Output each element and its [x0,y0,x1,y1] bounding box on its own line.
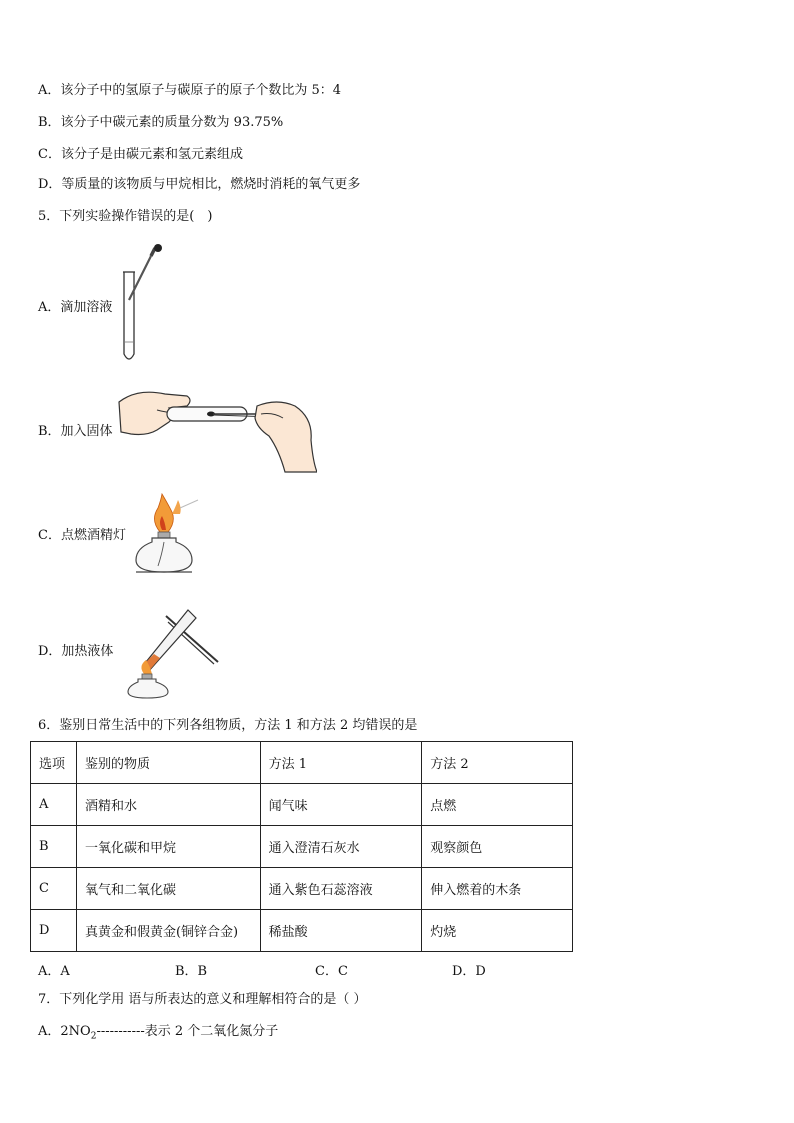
table-row [31,784,573,826]
q6-answer-c: C．C [315,964,348,979]
q5-option-d: D．加热液体 [38,644,114,659]
add-solid-figure [117,384,317,474]
table-cell: D [31,910,77,952]
table-cell: 真黄金和假黄金(铜锌合金) [76,910,260,952]
table-cell: A [31,784,77,826]
table-cell: 点燃 [422,784,573,826]
table-cell: 通入澄清石灰水 [260,826,422,868]
q7-option-a-subscript: 2 [90,1031,97,1042]
q5-stem: 5．下列实验操作错误的是( ) [38,209,213,224]
q5-option-c: C．点燃酒精灯 [38,528,126,543]
q6-answer-options [38,960,578,978]
q6-table [30,741,573,952]
table-header-row [31,742,573,784]
table-cell: B [31,826,77,868]
table-cell: 伸入燃着的木条 [422,868,573,910]
q6-stem: 6．鉴别日常生活中的下列各组物质，方法 1 和方法 2 均错误的是 [38,718,418,733]
q4-option-b: B．该分子中碳元素的质量分数为 93.75% [38,115,284,130]
header-cell: 选项 [31,742,77,784]
header-cell: 方法 1 [260,742,422,784]
header-cell: 鉴别的物质 [76,742,260,784]
q4-option-a: A．该分子中的氢原子与碳原子的原子个数比为 5：4 [38,83,342,98]
q7-option-a-suffix: -----------表示 2 个二氧化氮分子 [96,1024,279,1039]
header-cell: 方法 2 [422,742,573,784]
table-row [31,868,573,910]
table-cell: 氧气和二氧化碳 [76,868,260,910]
q7-stem: 7．下列化学用 语与所表达的意义和理解相符合的是（ ） [38,992,367,1007]
q6-answer-b: B．B [175,964,208,979]
table-cell: 稀盐酸 [260,910,422,952]
heat-liquid-figure [126,604,226,700]
q4-option-c: C．该分子是由碳元素和氢元素组成 [38,147,243,162]
alcohol-lamp-lighting-figure [128,492,202,582]
q5-option-a: A．滴加溶液 [38,300,113,315]
table-cell: 灼烧 [422,910,573,952]
table-row [31,826,573,868]
table-cell: 闻气味 [260,784,422,826]
q7-option-a-prefix: A．2NO [38,1024,91,1039]
table-cell: 一氧化碳和甲烷 [76,826,260,868]
table-cell: C [31,868,77,910]
q6-answer-d: D．D [452,964,486,979]
q6-answer-a: A．A [38,964,70,979]
q5-option-b: B．加入固体 [38,424,113,439]
q4-option-d: D．等质量的该物质与甲烷相比，燃烧时消耗的氧气更多 [38,177,361,192]
table-cell: 观察颜色 [422,826,573,868]
table-cell: 酒精和水 [76,784,260,826]
dropper-tube-figure [115,242,175,370]
table-cell: 通入紫色石蕊溶液 [260,868,422,910]
q7-option-a [38,1023,278,1046]
table-row [31,910,573,952]
